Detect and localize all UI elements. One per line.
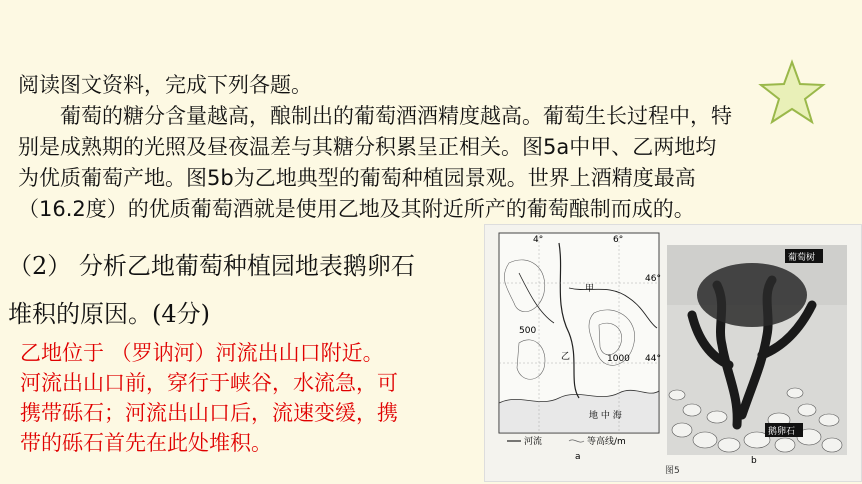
body-line-4: （16.2度）的优质葡萄酒就是使用乙地及其附近所产的葡萄酿制而成的。: [18, 197, 695, 221]
photo-panel-b: [667, 245, 847, 467]
legend-contour: 等高线/m: [587, 437, 626, 447]
map-label-lat46: 46°: [645, 274, 661, 284]
answer-line-3: 携带砾石；河流出山口后，流速变缓，携: [20, 401, 398, 425]
map-label-1000: 1000: [607, 354, 630, 364]
panel-b-label: b: [751, 456, 757, 466]
answer-text: [20, 338, 480, 458]
answer-line-2: 河流出山口前，穿行于峡谷，水流急，可: [20, 371, 398, 395]
figure-5: [484, 224, 862, 482]
body-line-2: 别是成熟期的光照及昼夜温差与其糖分积累呈正相关。图5a中甲、乙两地均: [18, 135, 717, 159]
map-label-sea: 地 中 海: [589, 411, 622, 421]
question-line-1: （2） 分析乙地葡萄种植园地表鹅卵石: [8, 252, 415, 280]
reading-passage: [18, 70, 848, 225]
panel-a-label: a: [575, 452, 581, 462]
answer-line-1: 乙地位于 （罗讷河）河流出山口附近。: [20, 341, 384, 365]
map-label-jia: 甲: [585, 284, 595, 294]
question-line-2: 堆积的原因。(4分): [8, 300, 210, 328]
intro-line: 阅读图文资料，完成下列各题。: [18, 73, 312, 97]
map-label-yi: 乙: [561, 352, 571, 362]
answer-line-4: 带的砾石首先在此处堆积。: [20, 431, 272, 455]
map-label-lon4: 4°: [533, 235, 544, 245]
legend-river: 河流: [524, 437, 543, 447]
figure-caption: 图5: [665, 466, 680, 476]
photo-label-vine: 葡萄树: [788, 253, 816, 263]
map-label-lon6: 6°: [613, 235, 624, 245]
map-label-500: 500: [519, 326, 537, 336]
map-label-lat44: 44°: [645, 354, 661, 364]
photo-label-pebbles: 鹅卵石: [768, 427, 796, 437]
map-panel-a: [499, 233, 661, 462]
body-line-1: 葡萄的糖分含量越高，酿制出的葡萄酒酒精度越高。葡萄生长过程中，特: [60, 104, 732, 128]
body-line-3: 为优质葡萄产地。图5b为乙地典型的葡萄种植园景观。世界上酒精度最高: [18, 166, 696, 190]
